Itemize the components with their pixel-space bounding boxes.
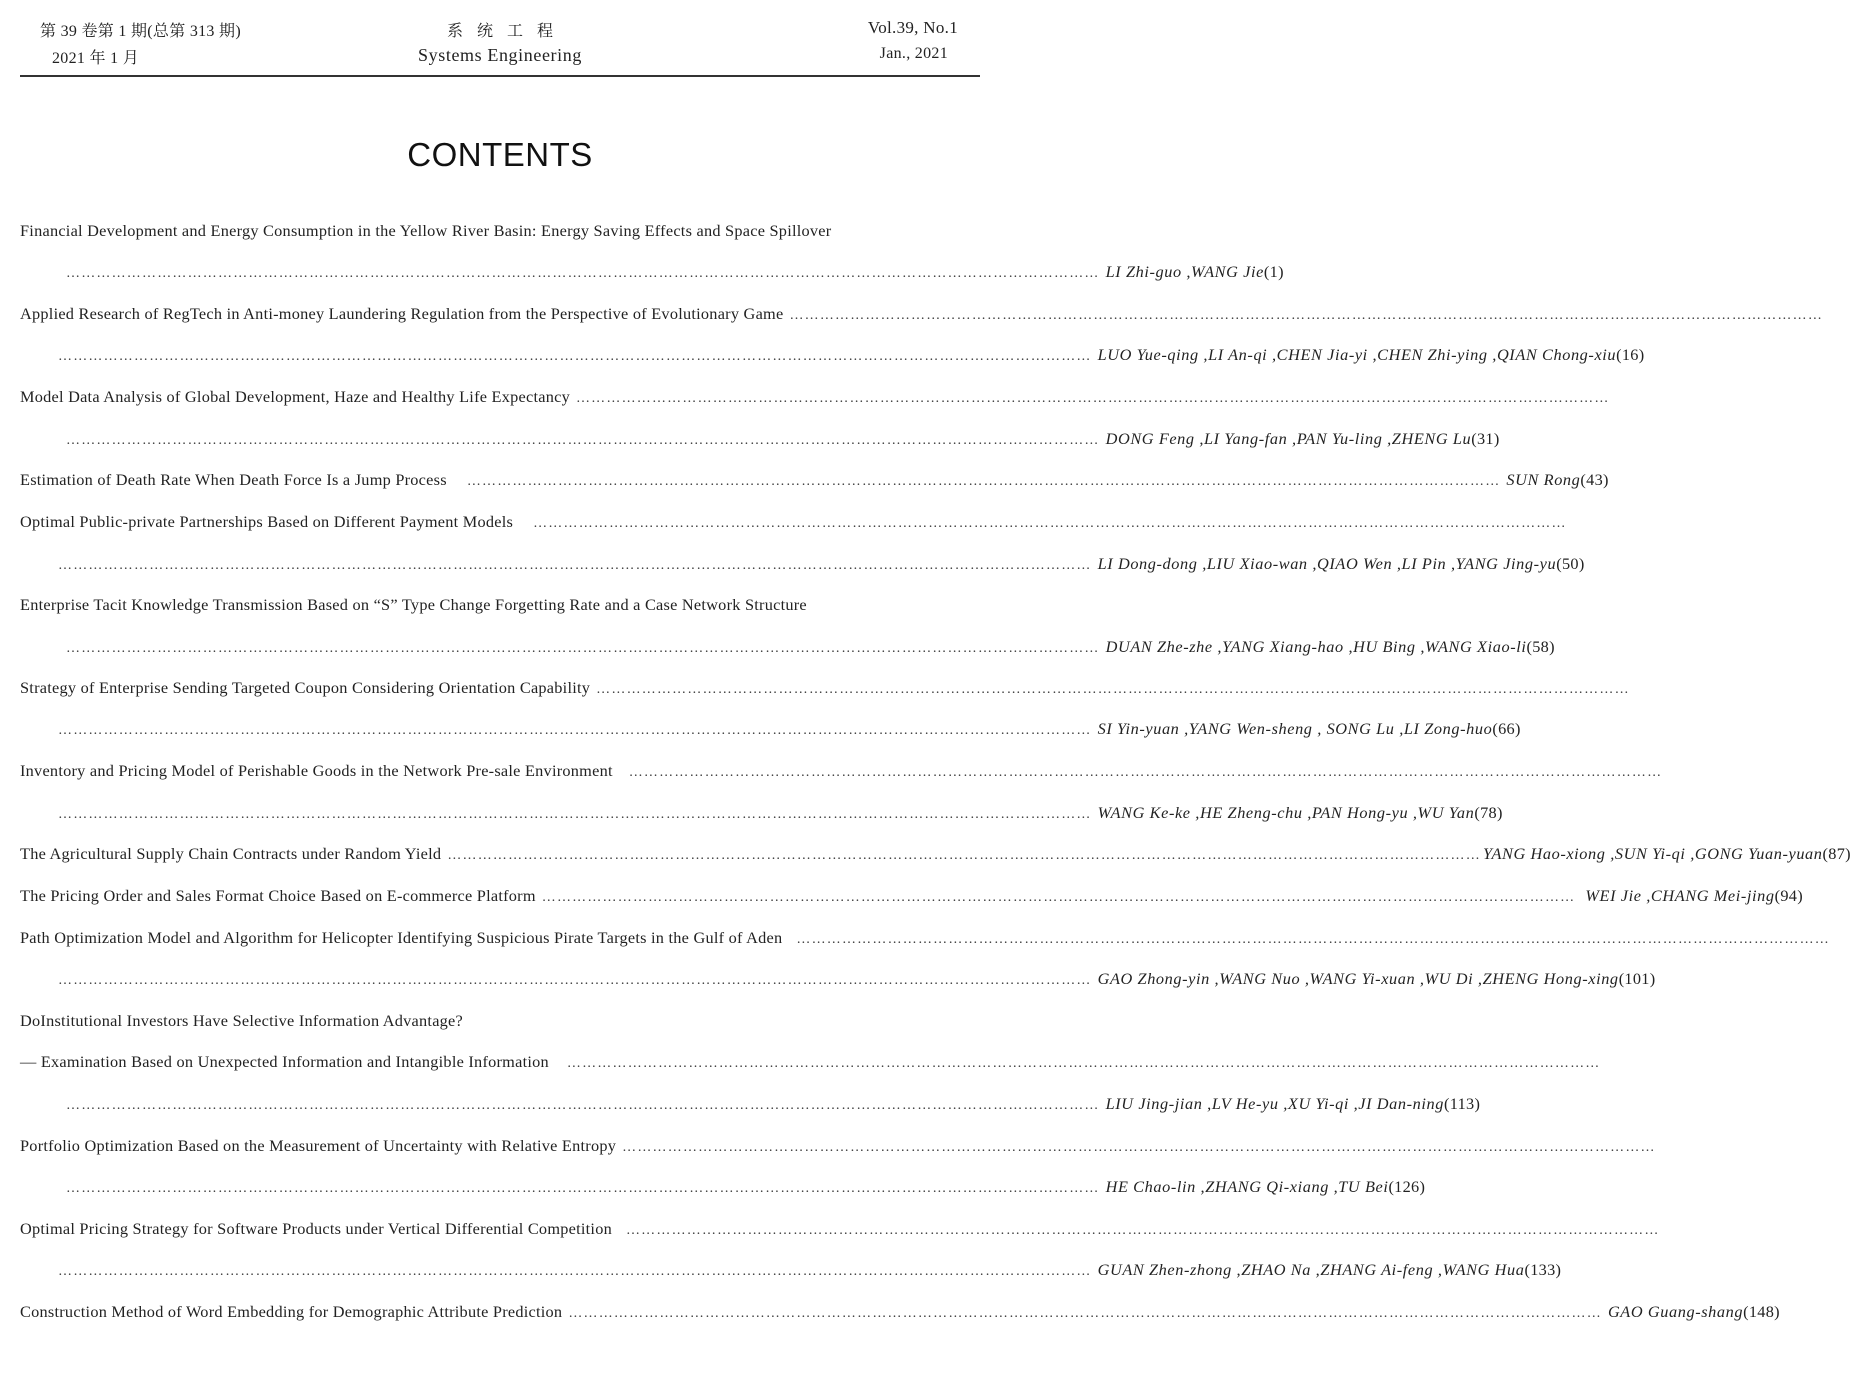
entry-page: (78)	[1474, 803, 1503, 822]
leader-dots: ……………………………………………………………………………………………………………………………………………………………………………………	[58, 1264, 1092, 1279]
date-cn: 2021 年 1 月	[52, 50, 139, 67]
leader-dots: ……………………………………………………………………………………………………………………………………………………………………………………	[575, 391, 1610, 406]
leader-dots: ……………………………………………………………………………………………………………………………………………………………………………………	[622, 1140, 1656, 1155]
toc-entry-title[interactable]	[20, 387, 1610, 411]
entry-title: Inventory and Pricing Model of Perishable Goods in the Network Pre-sale Environment	[20, 761, 613, 780]
entry-authors: WANG Ke-ke ,HE Zheng-chu ,PAN Hong-yu ,WU Yan	[1097, 803, 1475, 822]
toc-entry-title[interactable]	[20, 221, 978, 245]
entry-title: Enterprise Tacit Knowledge Transmission Based on “S” Type Change Forgetting Rate and a Case Network Structure	[20, 595, 807, 614]
toc-entry[interactable]	[20, 1302, 1780, 1326]
toc-entry-title[interactable]	[20, 678, 1630, 702]
journal-name-en: Systems Engineering	[418, 45, 582, 65]
entry-authors: SUN Rong	[1506, 470, 1581, 489]
entry-title: Model Data Analysis of Global Development, Haze and Healthy Life Expectancy	[20, 387, 570, 406]
entry-title: Optimal Pricing Strategy for Software Products under Vertical Differential Competition	[20, 1219, 612, 1238]
toc-entry[interactable]	[20, 470, 1609, 494]
leader-dots: ……………………………………………………………………………………………………………………………………………………………………………………	[566, 1056, 1601, 1071]
entry-title: Construction Method of Word Embedding for Demographic Attribute Prediction	[20, 1302, 563, 1321]
leader-dots: ……………………………………………………………………………………………………………………………………………………………………………………	[625, 1223, 1660, 1238]
entry-authors: GAO Guang-shang	[1607, 1302, 1744, 1321]
toc-entry-authors[interactable]	[60, 637, 1555, 661]
toc-entry-authors[interactable]	[60, 262, 1284, 286]
leader-dots: ……………………………………………………………………………………………………………………………………………………………………………………	[66, 266, 1100, 281]
toc-entry-title[interactable]	[20, 761, 1663, 785]
entry-title: Portfolio Optimization Based on the Measurement of Uncertainty with Relative Entropy	[20, 1136, 617, 1155]
leader-dots: ……………………………………………………………………………………………………………………………………………………………………………………	[789, 308, 1824, 323]
entry-page: (16)	[1616, 345, 1645, 364]
journal-name-cn: 系统工程	[446, 23, 567, 40]
entry-title: Estimation of Death Rate When Death Force Is a Jump Process	[20, 470, 447, 489]
leader-dots: ……………………………………………………………………………………………………………………………………………………………………………………	[466, 474, 1501, 489]
entry-page: (66)	[1492, 719, 1521, 738]
entry-subtitle: — Examination Based on Unexpected Information and Intangible Information	[20, 1052, 549, 1071]
entry-title: The Pricing Order and Sales Format Choice Based on E-commerce Platform	[20, 886, 536, 905]
entry-page: (94)	[1774, 886, 1803, 905]
entry-authors: GUAN Zhen-zhong ,ZHAO Na ,ZHANG Ai-feng ,WANG Hua	[1097, 1260, 1525, 1279]
toc-entry-authors[interactable]	[52, 803, 1503, 827]
entry-page: (133)	[1524, 1260, 1562, 1279]
leader-dots: ……………………………………………………………………………………………………………………………………………………………………………………	[796, 932, 1830, 947]
toc-entry-title[interactable]	[20, 512, 1567, 536]
entry-authors: LIU Jing-jian ,LV He-yu ,XU Yi-qi ,JI Dan-ning	[1105, 1094, 1445, 1113]
toc-entry-title[interactable]	[20, 1011, 978, 1035]
entry-authors: HE Chao-lin ,ZHANG Qi-xiang ,TU Bei	[1105, 1177, 1389, 1196]
entry-page: (148)	[1743, 1302, 1780, 1321]
toc-entry-authors[interactable]	[52, 719, 1521, 743]
entry-title: Optimal Public-private Partnerships Based on Different Payment Models	[20, 512, 514, 531]
entry-authors: GAO Zhong-yin ,WANG Nuo ,WANG Yi-xuan ,WU Di ,ZHENG Hong-xing	[1097, 969, 1619, 988]
toc-entry-authors[interactable]	[52, 1260, 1562, 1284]
toc-entry-title[interactable]	[20, 1219, 1660, 1243]
leader-dots: ……………………………………………………………………………………………………………………………………………………………………………………	[58, 723, 1092, 738]
entry-authors: SI Yin-yuan ,YANG Wen-sheng , SONG Lu ,LI Zong-huo	[1097, 719, 1493, 738]
leader-dots: ……………………………………………………………………………………………………………………………………………………………………………………	[66, 641, 1100, 656]
toc-entry-authors[interactable]	[60, 1177, 1426, 1201]
entry-title: Applied Research of RegTech in Anti-money Laundering Regulation from the Perspective of Evolutionary Game	[20, 304, 784, 323]
entry-title: Path Optimization Model and Algorithm for Helicopter Identifying Suspicious Pirate Targets in the Gulf of Aden	[20, 928, 783, 947]
entry-authors: YANG Hao-xiong ,SUN Yi-qi ,GONG Yuan-yuan	[1482, 844, 1823, 863]
leader-dots: ……………………………………………………………………………………………………………………………………………………………………………………	[58, 973, 1092, 988]
leader-dots: ……………………………………………………………………………………………………………………………………………………………………………………	[66, 1181, 1100, 1196]
toc-entry-title[interactable]	[20, 1136, 1656, 1160]
entry-title: The Agricultural Supply Chain Contracts under Random Yield	[20, 844, 442, 863]
entry-title: Financial Development and Energy Consumption in the Yellow River Basin: Energy Saving Effects and Space Spillover	[20, 221, 832, 240]
header-rule	[20, 75, 980, 77]
leader-dots: ……………………………………………………………………………………………………………………………………………………………………………………	[447, 848, 1481, 863]
toc-entry-authors[interactable]	[60, 429, 1500, 453]
leader-dots: ……………………………………………………………………………………………………………………………………………………………………………………	[596, 682, 1630, 697]
entry-page: (101)	[1618, 969, 1656, 988]
entry-page: (50)	[1556, 554, 1585, 573]
toc-entry[interactable]	[20, 844, 1851, 868]
leader-dots: ……………………………………………………………………………………………………………………………………………………………………………………	[628, 765, 1663, 780]
toc-entry-title[interactable]	[20, 304, 1824, 328]
entry-page: (1)	[1263, 262, 1284, 281]
toc-entry-authors[interactable]	[52, 345, 1645, 369]
toc-entry-title[interactable]	[20, 595, 978, 619]
toc-entry-authors[interactable]	[52, 554, 1585, 578]
entry-page: (126)	[1388, 1177, 1426, 1196]
entry-title: DoInstitutional Investors Have Selective Information Advantage?	[20, 1011, 464, 1030]
leader-dots: ……………………………………………………………………………………………………………………………………………………………………………………	[58, 349, 1092, 364]
leader-dots: ……………………………………………………………………………………………………………………………………………………………………………………	[568, 1306, 1602, 1321]
entry-title: Strategy of Enterprise Sending Targeted Coupon Considering Orientation Capability	[20, 678, 591, 697]
toc-entry-authors[interactable]	[52, 969, 1656, 993]
leader-dots: ……………………………………………………………………………………………………………………………………………………………………………………	[541, 890, 1576, 905]
entry-authors: DONG Feng ,LI Yang-fan ,PAN Yu-ling ,ZHENG Lu	[1105, 429, 1472, 448]
toc-entry-title[interactable]	[20, 928, 1830, 952]
entry-page: (31)	[1471, 429, 1500, 448]
leader-dots: ……………………………………………………………………………………………………………………………………………………………………………………	[66, 1098, 1100, 1113]
entry-authors: LI Zhi-guo ,WANG Jie	[1105, 262, 1264, 281]
page-title: CONTENTS	[407, 136, 593, 173]
leader-dots: ……………………………………………………………………………………………………………………………………………………………………………………	[533, 516, 1567, 531]
toc-entry-authors[interactable]	[60, 1094, 1481, 1118]
entry-authors: LUO Yue-qing ,LI An-qi ,CHEN Jia-yi ,CHEN Zhi-ying ,QIAN Chong-xiu	[1097, 345, 1617, 364]
toc-entry[interactable]	[20, 886, 1803, 910]
entry-page: (87)	[1822, 844, 1851, 863]
leader-dots: ……………………………………………………………………………………………………………………………………………………………………………………	[66, 433, 1100, 448]
entry-page: (43)	[1580, 470, 1609, 489]
volume-issue-cn: 第 39 卷第 1 期(总第 313 期)	[40, 23, 241, 40]
date-en: Jan., 2021	[879, 45, 948, 62]
entry-page: (113)	[1444, 1094, 1481, 1113]
entry-authors: DUAN Zhe-zhe ,YANG Xiang-hao ,HU Bing ,WANG Xiao-li	[1105, 637, 1527, 656]
entry-page: (58)	[1526, 637, 1555, 656]
leader-dots: ……………………………………………………………………………………………………………………………………………………………………………………	[58, 558, 1092, 573]
entry-authors: WEI Jie ,CHANG Mei-jing	[1585, 886, 1775, 905]
toc-entry-subtitle[interactable]	[20, 1052, 1601, 1076]
entry-authors: LI Dong-dong ,LIU Xiao-wan ,QIAO Wen ,LI Pin ,YANG Jing-yu	[1097, 554, 1557, 573]
volume-issue-en: Vol.39, No.1	[867, 18, 958, 37]
leader-dots: ……………………………………………………………………………………………………………………………………………………………………………………	[58, 807, 1092, 822]
